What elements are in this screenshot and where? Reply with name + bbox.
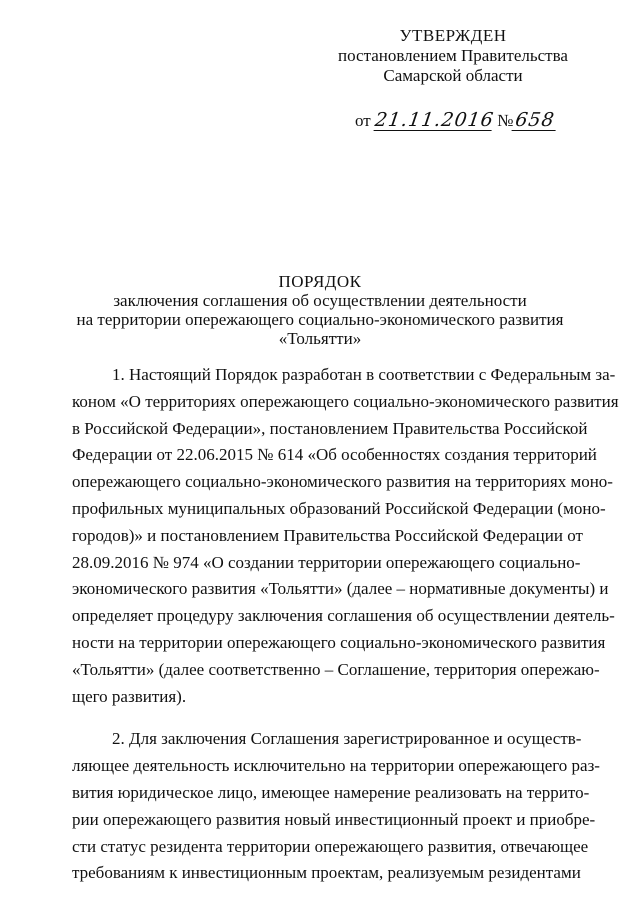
heading-line-1: заключения соглашения об осуществлении деятельности [113,291,527,310]
approval-title: УТВЕРЖДЕН [399,26,507,45]
document-body [72,362,619,887]
paragraph-line: профильных муниципальных образований Российской Федерации (моно- [72,498,606,518]
approval-block [333,26,573,86]
paragraph-line: «Тольятти» (далее соответственно – Соглашение, территория опережаю- [72,659,600,679]
paragraph-line: определяет процедуру заключения соглашения об осуществлении деятель- [72,606,615,626]
paragraph-line: Федерации от 22.06.2015 № 614 «Об особенностях создания территорий [72,445,597,465]
paragraph-line: коном «О территориях опережающего социально-экономического развития [72,391,619,411]
paragraph-line: сти статус резидента территории опережающего развития, отвечающее [72,836,589,856]
paragraph-2 [72,726,600,887]
approval-line-2: Самарской области [383,66,523,85]
paragraph-line: щего развития). [72,686,187,706]
decree-reference [355,110,557,132]
paragraph-line: в Российской Федерации», постановлением Правительства Российской [72,418,588,438]
heading-line-2: на территории опережающего социально-экономического развития [76,310,564,329]
paragraph-gap [72,710,562,726]
paragraph-line: городов)» и постановлением Правительства Российской Федерации от [72,525,583,545]
paragraph-line: ляющее деятельность исключительно на территории опережающего раз- [72,756,600,776]
paragraph-line: опережающего социально-экономического развития на территориях моно- [72,472,613,492]
paragraph-line: вития юридическое лицо, имеющее намерение реализовать на террито- [72,782,590,802]
decree-date: 21.11.2016 [373,109,496,131]
document-title: ПОРЯДОК [278,272,362,291]
decree-number: 658 [512,110,559,131]
heading-line-3: «Тольятти» [278,329,362,348]
paragraph-line: 28.09.2016 № 974 «О создании территории опережающего социально- [72,552,581,572]
decree-number-sign: № [497,111,514,130]
document-heading [70,272,570,348]
paragraph-line: 1. Настоящий Порядок разработан в соответствии с Федеральным за- [112,365,616,384]
paragraph-line: ности на территории опережающего социально-экономического развития [72,632,606,652]
paragraph-line: требованиям к инвестиционным проектам, реализуемым резидентами [72,863,581,883]
paragraph-1 [72,362,619,710]
decree-prefix: от [355,111,371,130]
paragraph-line: экономического развития «Тольятти» (далее – нормативные документы) и [72,579,609,599]
paragraph-line: рии опережающего развития новый инвестиционный проект и приобре- [72,809,596,829]
approval-line-1: постановлением Правительства [338,46,568,65]
paragraph-line: 2. Для заключения Соглашения зарегистрированное и осуществ- [112,729,582,749]
